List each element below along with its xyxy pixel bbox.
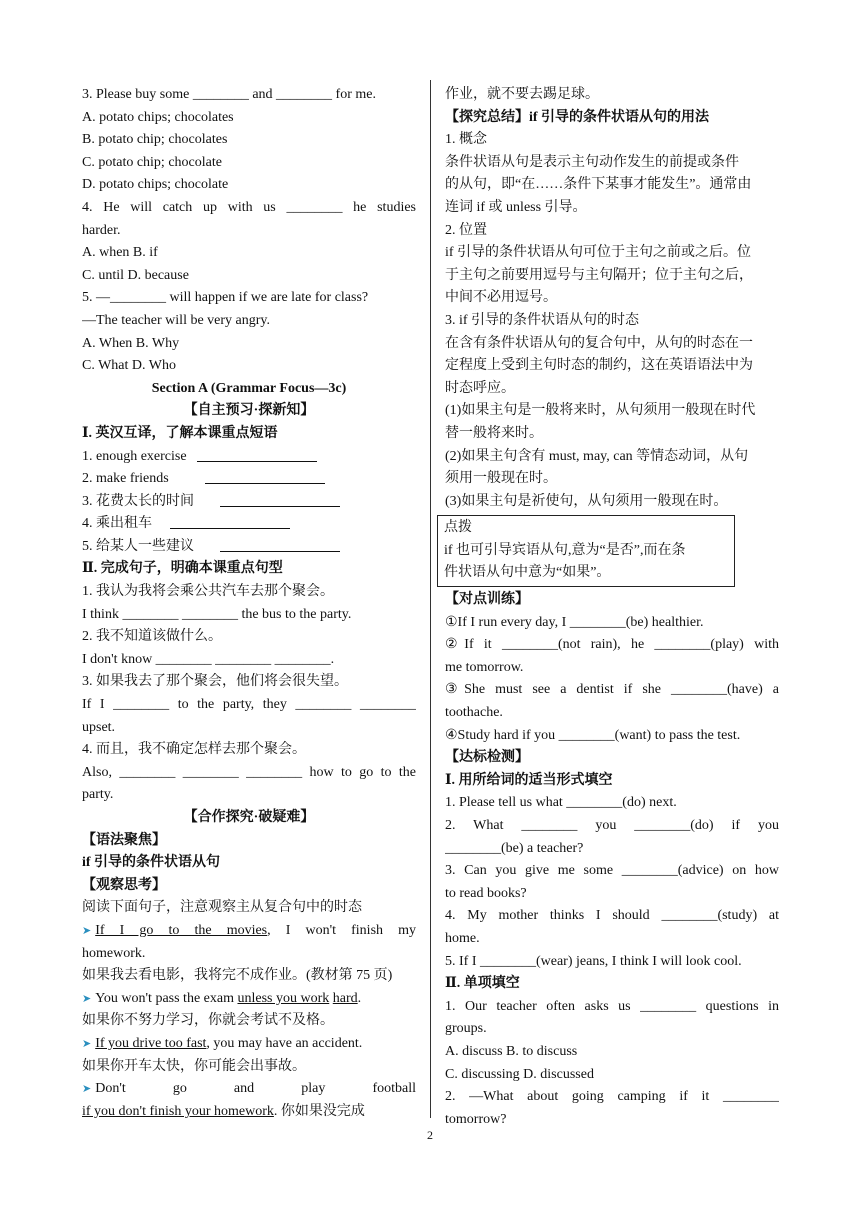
practice-3-cont: toothache.	[445, 705, 503, 721]
fill-2: 2. What ________ you ________(do) if you	[445, 818, 779, 833]
right-column	[445, 84, 779, 1131]
part2-title: Ⅱ. 完成句子，明确本课重点句型	[82, 561, 283, 577]
test-title: 【达标检测】	[445, 750, 529, 766]
mc-1-cont: groups.	[445, 1021, 487, 1037]
heading-position: 2. 位置	[445, 222, 487, 238]
test-part1-title: Ⅰ. 用所给词的适当形式填空	[445, 772, 613, 788]
example-3: ➤ If you drive too fast, you may have an accident.	[82, 1035, 363, 1051]
fill-3-cont: to read books?	[445, 885, 527, 901]
test-part2-title: Ⅱ. 单项填空	[445, 976, 520, 992]
fill-1: 1. Please tell us what ________(do) next.	[445, 795, 677, 811]
rule-1: (1)如果主句是一般将来时，从句须用一般现在时代	[445, 403, 756, 419]
question-4: 4. He will catch up with us ________ he studies	[82, 199, 416, 215]
tense-text-2: 定程度上受到主句时态的制约，这在英语语法中为	[445, 358, 753, 374]
rule-1-cont: 替一般将来时。	[445, 425, 543, 441]
sentence-4-en: Also, ________ ________ ________ how to go to the	[82, 764, 416, 780]
example-1-cn: 如果我去看电影，我将完不成作业。(教材第 75 页)	[82, 968, 393, 984]
tense-text-1: 在含有条件状语从句的复合句中，从句的时态在一	[445, 335, 753, 351]
grammar-focus-heading: 【语法聚焦】	[82, 832, 166, 848]
sentence-3-cn: 3. 如果我去了那个聚会，他们将会很失望。	[82, 674, 348, 690]
arrow-icon: ➤	[82, 992, 92, 1005]
heading-concept: 1. 概念	[445, 132, 487, 148]
phrase-3: 3. 花费太长的时间	[82, 491, 416, 514]
rule-3: (3)如果主句是祈使句，从句须用一般现在时。	[445, 493, 728, 509]
practice-2: ②If it ________(not rain), he ________(play) with	[445, 637, 779, 653]
concept-text-1: 条件状语从句是表示主句动作发生的前提或条件	[445, 154, 739, 170]
tip-text-1: if 也可引导宾语从句,意为“是否”,而在条	[444, 542, 686, 558]
rule-2: (2)如果主句含有 must, may, can 等情态动词，从句	[445, 448, 749, 464]
question-5-answer: —The teacher will be very angry.	[82, 312, 271, 328]
sentence-1-en: I think ________ ________ the bus to the party.	[82, 606, 352, 622]
practice-title: 【对点训练】	[445, 592, 529, 608]
rule-2-cont: 须用一般现在时。	[445, 471, 557, 487]
example-4-cn: 作业，就不要去踢足球。	[445, 87, 599, 102]
example-1: ➤ If I go to the movies, I won't finish my	[82, 922, 416, 938]
example-1-cont: homework.	[82, 945, 146, 961]
arrow-icon: ➤	[82, 1037, 92, 1050]
fill-4-cont: home.	[445, 930, 480, 946]
position-text-1: if 引导的条件状语从句可位于主句之前或之后。位	[445, 245, 752, 261]
cooperation-title: 【合作探究·破疑难】	[183, 810, 315, 825]
tense-text-3: 时态呼应。	[445, 380, 515, 396]
preview-title: 【自主预习·探新知】	[183, 403, 315, 419]
q4-options-ab: A. when B. if	[82, 245, 158, 261]
mc-1-options-ab: A. discuss B. to discuss	[445, 1043, 578, 1059]
practice-4: ④Study hard if you ________(want) to pass the test.	[445, 727, 741, 743]
part1-title: Ⅰ. 英汉互译，了解本课重点短语	[82, 425, 278, 441]
example-2: ➤ You won't pass the exam unless you work hard.	[82, 990, 362, 1006]
column-divider	[430, 80, 431, 1118]
summary-title: 【探究总结】if 引导的条件状语从句的用法	[445, 109, 710, 125]
question-4-cont: harder.	[82, 222, 121, 238]
position-text-2: 于主句之前要用逗号与主句隔开；位于主句之后，	[445, 267, 753, 283]
q3-option-d: D. potato chips; chocolate	[82, 177, 229, 193]
mc-2-cont: tomorrow?	[445, 1111, 507, 1127]
page-number: 2	[427, 1128, 433, 1142]
example-4-cont: if you don't finish your homework. 你如果没完成	[82, 1103, 365, 1119]
question-5: 5. —________ will happen if we are late for class?	[82, 290, 369, 306]
sentence-4-en-cont: party.	[82, 787, 114, 803]
phrase-4: 4. 乘出租车	[82, 513, 416, 536]
sentence-2-en: I don't know ________ ________ ________.	[82, 651, 335, 667]
question-3: 3. Please buy some ________ and ________ for me.	[82, 87, 376, 102]
arrow-icon: ➤	[82, 1083, 92, 1096]
sentence-1-cn: 1. 我认为我将会乘公共汽车去那个聚会。	[82, 584, 334, 600]
sentence-4-cn: 4. 而且，我不确定怎样去那个聚会。	[82, 742, 306, 758]
q5-options-ab: A. When B. Why	[82, 335, 180, 351]
tip-text-2: 件状语从句中意为“如果”。	[444, 565, 611, 581]
concept-text-3: 连词 if 或 unless 引导。	[445, 199, 587, 215]
sentence-2-cn: 2. 我不知道该做什么。	[82, 629, 222, 645]
observe-intro: 阅读下面句子，注意观察主从复合句中的时态	[82, 900, 362, 916]
fill-5: 5. If I ________(wear) jeans, I think I will look cool.	[445, 953, 742, 969]
q3-option-a: A. potato chips; chocolates	[82, 109, 234, 125]
fill-4: 4. My mother thinks I should ________(study) at	[445, 908, 779, 924]
q5-options-cd: C. What D. Who	[82, 358, 176, 374]
section-title: Section A (Grammar Focus—3c)	[151, 380, 347, 396]
left-column	[82, 84, 416, 1123]
tip-box	[437, 515, 735, 587]
sentence-3-en-cont: upset.	[82, 719, 116, 735]
q4-options-cd: C. until D. because	[82, 267, 189, 283]
arrow-icon: ➤	[82, 924, 92, 937]
q3-option-b: B. potato chip; chocolates	[82, 132, 228, 148]
mc-2: 2. —What about going camping if it ________	[445, 1089, 779, 1105]
example-3-cn: 如果你开车太快，你可能会出事故。	[82, 1058, 306, 1074]
fill-3: 3. Can you give me some ________(advice) on how	[445, 863, 779, 879]
observe-heading: 【观察思考】	[82, 877, 166, 893]
heading-tense: 3. if 引导的条件状语从句的时态	[445, 312, 640, 328]
practice-1: ①If I run every day, I ________(be) healthier.	[445, 614, 704, 630]
phrase-2: 2. make friends	[82, 468, 416, 491]
example-2-cn: 如果你不努力学习，你就会考试不及格。	[82, 1013, 334, 1029]
concept-text-2: 的从句，即“在……条件下某事才能发生”。通常由	[445, 177, 752, 193]
tip-title: 点拨	[444, 520, 472, 536]
fill-2-cont: ________(be) a teacher?	[445, 840, 584, 856]
mc-1-options-cd: C. discussing D. discussed	[445, 1066, 594, 1082]
example-4: ➤ Don't go and play football	[82, 1081, 416, 1097]
q3-option-c: C. potato chip; chocolate	[82, 154, 222, 170]
practice-3: ③She must see a dentist if she ________(have) a	[445, 682, 779, 698]
phrase-5: 5. 给某人一些建议	[82, 536, 416, 559]
grammar-topic: if 引导的条件状语从句	[82, 855, 221, 871]
practice-2-cont: me tomorrow.	[445, 659, 524, 675]
sentence-3-en: If I ________ to the party, they ________ ________	[82, 697, 416, 713]
phrase-1: 1. enough exercise	[82, 446, 416, 469]
mc-1: 1. Our teacher often asks us ________ questions in	[445, 998, 779, 1014]
position-text-3: 中间不必用逗号。	[445, 290, 557, 306]
